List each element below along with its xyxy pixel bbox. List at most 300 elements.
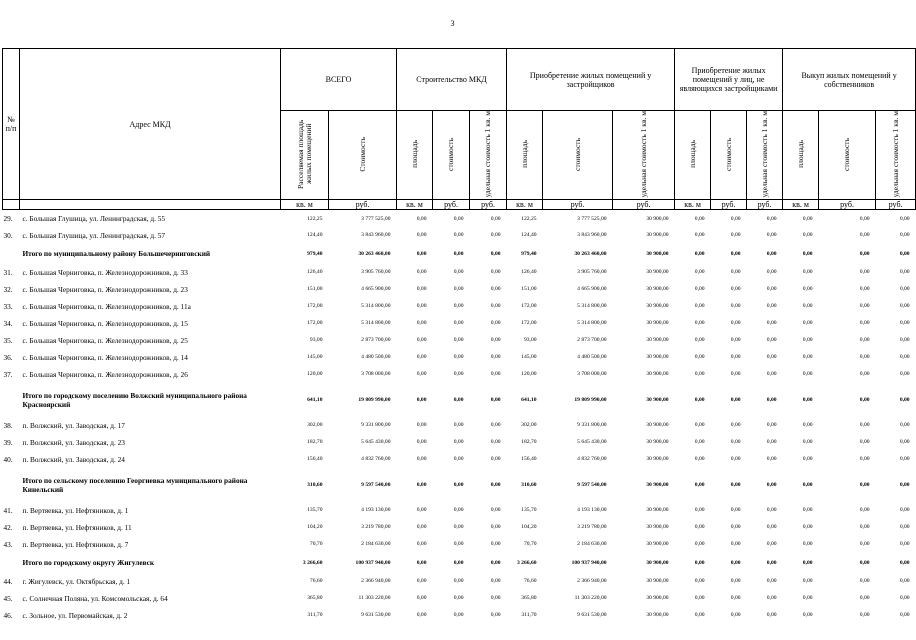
value-cell: 0,00 (453, 354, 464, 361)
subtotal-row (3, 244, 916, 264)
value-cell: 0,00 (490, 303, 501, 310)
value-cell: 30 900,00 (646, 320, 669, 327)
value-cell: 4 193 130,00 (361, 507, 391, 514)
table-row (3, 349, 916, 366)
subtotal-label: Итого по городскому округу Жигулевск (22, 558, 155, 568)
value-cell: 0,00 (859, 507, 870, 514)
value-cell: 0,00 (453, 320, 464, 327)
value-cell: 0,00 (730, 337, 741, 344)
value-cell: 5 645 430,00 (361, 439, 391, 446)
value-cell: 0,00 (416, 303, 427, 310)
value-cell: 30 900,00 (646, 371, 669, 378)
value-cell: 0,00 (730, 303, 741, 310)
value-cell: 30 263 460,00 (574, 250, 607, 257)
value-cell: 135,70 (521, 507, 537, 514)
value-cell: 0,00 (899, 320, 910, 327)
value-cell: 126,40 (521, 269, 537, 276)
value-cell: 0,00 (416, 541, 427, 548)
value-cell: 5 314 800,00 (361, 320, 391, 327)
value-cell: 0,00 (766, 286, 777, 293)
value-cell: 0,00 (490, 320, 501, 327)
address: п. Волжский, ул. Заводская, д. 17 (22, 420, 125, 430)
value-cell: 0,00 (802, 559, 813, 566)
unit-spacer (3, 200, 20, 210)
value-cell: 3 777 525,00 (577, 215, 607, 222)
header-group-construction: Строительство МКД (397, 49, 507, 111)
value-cell: 0,00 (802, 320, 813, 327)
unit-cell: кв. м (281, 200, 329, 210)
value-cell: 76,60 (523, 578, 537, 585)
header-subcolumn (783, 111, 819, 200)
value-cell: 0,00 (802, 354, 813, 361)
value-cell: 0,00 (802, 250, 813, 257)
row-number: 38. (3, 420, 13, 430)
value-cell: 0,00 (899, 541, 910, 548)
value-cell: 3 708 000,00 (577, 371, 607, 378)
value-cell: 0,00 (416, 320, 427, 327)
value-cell: 979,40 (307, 250, 323, 257)
value-cell: 3 905 760,00 (577, 269, 607, 276)
header-number: № п/п (3, 49, 20, 200)
value-cell: 0,00 (766, 269, 777, 276)
value-cell: 0,00 (453, 439, 464, 446)
value-cell: 0,00 (416, 524, 427, 531)
value-cell: 0,00 (490, 371, 501, 378)
header-units (3, 200, 916, 210)
value-cell: 0,00 (694, 456, 705, 463)
header-subcolumn-label: площадь (519, 140, 529, 169)
value-cell: 100 937 940,00 (571, 559, 607, 566)
header-subcolumn (543, 111, 613, 200)
header-subcolumn (397, 111, 433, 200)
value-cell: 0,00 (899, 481, 910, 488)
header-subcolumn (747, 111, 783, 200)
value-cell: 0,00 (730, 422, 741, 429)
value-cell: 0,00 (766, 524, 777, 531)
value-cell: 19 809 990,00 (358, 396, 391, 403)
value-cell: 30 900,00 (646, 578, 669, 585)
address: г. Жигулевск, ул. Октябрьская, д. 1 (22, 576, 131, 586)
value-cell: 5 645 430,00 (577, 439, 607, 446)
value-cell: 0,00 (802, 612, 813, 619)
value-cell: 0,00 (490, 286, 501, 293)
value-cell: 0,00 (859, 578, 870, 585)
value-cell: 0,00 (802, 371, 813, 378)
value-cell: 3 905 760,00 (361, 269, 391, 276)
value-cell: 0,00 (859, 354, 870, 361)
value-cell: 9 331 800,00 (577, 422, 607, 429)
value-cell: 135,70 (307, 507, 323, 514)
value-cell: 0,00 (490, 612, 501, 619)
value-cell: 0,00 (694, 215, 705, 222)
value-cell: 0,00 (899, 422, 910, 429)
row-number (3, 244, 20, 264)
value-cell: 0,00 (490, 396, 501, 403)
value-cell: 0,00 (416, 422, 427, 429)
address: с. Большая Черниговка, п. Железнодорожников, д. 15 (22, 318, 188, 328)
value-cell: 0,00 (859, 396, 870, 403)
value-cell: 0,00 (730, 439, 741, 446)
value-cell: 0,00 (694, 286, 705, 293)
table-row (3, 298, 916, 315)
value-cell: 172,00 (307, 320, 323, 327)
header-subcolumn-label: стоимость (842, 137, 852, 171)
value-cell: 0,00 (730, 612, 741, 619)
value-cell: 124,40 (307, 232, 323, 239)
value-cell: 0,00 (730, 215, 741, 222)
value-cell: 126,40 (307, 269, 323, 276)
value-cell: 0,00 (453, 396, 464, 403)
subtotal-label: Итого по сельскому поселению Георгиевка муниципального района Кинельский (22, 475, 248, 494)
value-cell: 0,00 (859, 337, 870, 344)
value-cell: 0,00 (490, 269, 501, 276)
value-cell: 0,00 (694, 507, 705, 514)
value-cell: 2 366 940,00 (577, 578, 607, 585)
value-cell: 0,00 (802, 215, 813, 222)
value-cell: 0,00 (694, 396, 705, 403)
table-row (3, 502, 916, 519)
value-cell: 100 937 940,00 (355, 559, 391, 566)
value-cell: 0,00 (766, 215, 777, 222)
address: п. Вертяевка, ул. Нефтяников, д. 7 (22, 539, 129, 549)
value-cell: 0,00 (490, 250, 501, 257)
table-row (3, 417, 916, 434)
value-cell: 365,80 (307, 595, 323, 602)
value-cell: 30 900,00 (646, 524, 669, 531)
value-cell: 2 184 630,00 (361, 541, 391, 548)
value-cell: 0,00 (730, 371, 741, 378)
value-cell: 0,00 (802, 595, 813, 602)
value-cell: 0,00 (802, 439, 813, 446)
value-cell: 30 900,00 (646, 269, 669, 276)
value-cell: 0,00 (730, 250, 741, 257)
value-cell: 0,00 (899, 595, 910, 602)
address: п. Вертяевка, ул. Нефтяников, д. 11 (22, 522, 132, 532)
value-cell: 0,00 (416, 337, 427, 344)
address: с. Большая Глушица, ул. Ленинградская, д. 55 (22, 214, 166, 224)
value-cell: 0,00 (730, 320, 741, 327)
value-cell: 3 266,60 (516, 559, 537, 566)
value-cell: 0,00 (802, 286, 813, 293)
table-row (3, 451, 916, 468)
value-cell: 0,00 (766, 481, 777, 488)
header-subcolumn-label: площадь (687, 140, 697, 169)
row-number (3, 553, 20, 573)
value-cell: 0,00 (766, 578, 777, 585)
value-cell: 0,00 (730, 578, 741, 585)
value-cell: 0,00 (694, 354, 705, 361)
value-cell: 0,00 (899, 396, 910, 403)
value-cell: 30 263 460,00 (358, 250, 391, 257)
value-cell: 30 900,00 (646, 337, 669, 344)
row-number: 43. (3, 539, 13, 549)
value-cell: 9 597 540,00 (577, 481, 607, 488)
value-cell: 9 597 540,00 (361, 481, 391, 488)
table-row (3, 519, 916, 536)
value-cell: 0,00 (859, 595, 870, 602)
value-cell: 172,00 (521, 303, 537, 310)
value-cell: 0,00 (730, 559, 741, 566)
value-cell: 145,00 (307, 354, 323, 361)
value-cell: 0,00 (859, 250, 870, 257)
value-cell: 0,00 (766, 320, 777, 327)
address: с. Большая Черниговка, п. Железнодорожников, д. 14 (22, 352, 188, 362)
table-row (3, 366, 916, 383)
value-cell: 0,00 (859, 439, 870, 446)
value-cell: 0,00 (453, 250, 464, 257)
value-cell: 0,00 (766, 439, 777, 446)
row-number: 46. (3, 610, 13, 620)
value-cell: 4 193 130,00 (577, 507, 607, 514)
value-cell: 0,00 (802, 303, 813, 310)
value-cell: 30 900,00 (646, 354, 669, 361)
value-cell: 30 900,00 (646, 303, 669, 310)
row-number: 34. (3, 318, 13, 328)
value-cell: 0,00 (416, 396, 427, 403)
value-cell: 0,00 (490, 578, 501, 585)
value-cell: 0,00 (490, 541, 501, 548)
value-cell: 0,00 (766, 396, 777, 403)
value-cell: 4 665 900,00 (577, 286, 607, 293)
value-cell: 641,10 (521, 396, 537, 403)
value-cell: 0,00 (416, 250, 427, 257)
value-cell: 0,00 (453, 595, 464, 602)
value-cell: 0,00 (802, 456, 813, 463)
value-cell: 0,00 (802, 524, 813, 531)
address: с. Большая Черниговка, п. Железнодорожников, д. 23 (22, 284, 188, 294)
header-subcolumn-label: стоимость (572, 137, 582, 171)
table-header (3, 49, 916, 210)
value-cell: 0,00 (802, 232, 813, 239)
value-cell: 0,00 (694, 595, 705, 602)
value-cell: 0,00 (416, 456, 427, 463)
header-subcolumn (281, 111, 329, 200)
value-cell: 0,00 (730, 286, 741, 293)
value-cell: 19 809 990,00 (574, 396, 607, 403)
value-cell: 0,00 (490, 481, 501, 488)
value-cell: 0,00 (766, 337, 777, 344)
unit-cell: руб. (433, 200, 470, 210)
row-number: 36. (3, 352, 13, 362)
value-cell: 0,00 (694, 269, 705, 276)
value-cell: 0,00 (859, 232, 870, 239)
value-cell: 0,00 (453, 507, 464, 514)
address: с. Большая Черниговка, п. Железнодорожников, д. 11а (22, 301, 191, 311)
value-cell: 30 900,00 (646, 456, 669, 463)
value-cell: 0,00 (694, 541, 705, 548)
value-cell: 0,00 (899, 250, 910, 257)
value-cell: 76,60 (309, 578, 323, 585)
header-subcolumn (675, 111, 711, 200)
value-cell: 5 314 800,00 (577, 303, 607, 310)
address: п. Волжский, ул. Заводская, д. 23 (22, 437, 125, 447)
value-cell: 0,00 (899, 303, 910, 310)
value-cell: 145,00 (521, 354, 537, 361)
value-cell: 3 266,60 (302, 559, 323, 566)
address: с. Большая Черниговка, п. Железнодорожников, д. 33 (22, 267, 188, 277)
value-cell: 182,70 (521, 439, 537, 446)
table-row (3, 573, 916, 590)
value-cell: 0,00 (416, 507, 427, 514)
value-cell: 0,00 (859, 320, 870, 327)
value-cell: 0,00 (453, 371, 464, 378)
row-number: 42. (3, 522, 13, 532)
unit-cell: руб. (543, 200, 613, 210)
value-cell: 0,00 (859, 481, 870, 488)
value-cell: 365,80 (521, 595, 537, 602)
value-cell: 5 314 800,00 (577, 320, 607, 327)
value-cell: 0,00 (766, 541, 777, 548)
value-cell: 0,00 (730, 541, 741, 548)
table-row (3, 210, 916, 227)
table-row (3, 434, 916, 451)
value-cell: 0,00 (859, 541, 870, 548)
value-cell: 30 900,00 (646, 215, 669, 222)
value-cell: 3 219 780,00 (361, 524, 391, 531)
value-cell: 0,00 (859, 215, 870, 222)
header-subcolumn (711, 111, 747, 200)
value-cell: 0,00 (453, 456, 464, 463)
value-cell: 0,00 (490, 422, 501, 429)
table-body (3, 210, 916, 624)
value-cell: 0,00 (694, 578, 705, 585)
header-address: Адрес МКД (20, 49, 281, 200)
value-cell: 0,00 (899, 507, 910, 514)
header-subcolumn (507, 111, 543, 200)
value-cell: 0,00 (453, 422, 464, 429)
header-subcolumn-label: стоимость (446, 137, 456, 171)
value-cell: 302,00 (521, 422, 537, 429)
value-cell: 30 900,00 (646, 507, 669, 514)
unit-cell: руб. (711, 200, 747, 210)
value-cell: 0,00 (802, 269, 813, 276)
value-cell: 0,00 (490, 559, 501, 566)
value-cell: 4 665 900,00 (361, 286, 391, 293)
value-cell: 0,00 (453, 541, 464, 548)
header-group-total: ВСЕГО (281, 49, 397, 111)
value-cell: 172,00 (521, 320, 537, 327)
subtotal-row (3, 553, 916, 573)
value-cell: 0,00 (490, 524, 501, 531)
unit-cell: руб. (613, 200, 675, 210)
value-cell: 2 184 630,00 (577, 541, 607, 548)
value-cell: 0,00 (453, 612, 464, 619)
unit-cell: руб. (329, 200, 397, 210)
value-cell: 0,00 (453, 578, 464, 585)
value-cell: 0,00 (802, 507, 813, 514)
row-number: 33. (3, 301, 13, 311)
value-cell: 0,00 (899, 337, 910, 344)
address: с. Большая Черниговка, п. Железнодорожников, д. 25 (22, 335, 188, 345)
header-subcolumn-label: площадь (795, 140, 805, 169)
value-cell: 172,00 (307, 303, 323, 310)
value-cell: 311,70 (521, 612, 537, 619)
value-cell: 0,00 (490, 439, 501, 446)
value-cell: 0,00 (899, 232, 910, 239)
header-subcolumn-label: Расселяемая площадь жилых помещений (295, 119, 313, 189)
value-cell: 0,00 (899, 578, 910, 585)
unit-cell: руб. (819, 200, 876, 210)
subtotal-label: Итого по муниципальному району Большечерниговский (22, 249, 211, 259)
value-cell: 0,00 (766, 595, 777, 602)
value-cell: 104,20 (521, 524, 537, 531)
value-cell: 0,00 (416, 481, 427, 488)
value-cell: 0,00 (694, 303, 705, 310)
value-cell: 30 900,00 (646, 232, 669, 239)
header-subcolumn (470, 111, 507, 200)
value-cell: 0,00 (766, 507, 777, 514)
header-subcolumn-label: удельная стоимость 1 кв. м (890, 111, 900, 198)
value-cell: 3 708 000,00 (361, 371, 391, 378)
value-cell: 0,00 (802, 337, 813, 344)
value-cell: 2 873 700,00 (577, 337, 607, 344)
row-number: 31. (3, 267, 13, 277)
page-number: 3 (450, 19, 455, 28)
value-cell: 0,00 (694, 337, 705, 344)
value-cell: 0,00 (490, 337, 501, 344)
value-cell: 0,00 (694, 232, 705, 239)
value-cell: 0,00 (453, 269, 464, 276)
value-cell: 4 480 500,00 (361, 354, 391, 361)
value-cell: 0,00 (766, 422, 777, 429)
value-cell: 0,00 (766, 303, 777, 310)
value-cell: 30 900,00 (646, 422, 669, 429)
header-subcolumn (613, 111, 675, 200)
address: с. Зольное, ул. Первомайская, д. 2 (22, 610, 128, 620)
value-cell: 0,00 (730, 354, 741, 361)
value-cell: 0,00 (859, 559, 870, 566)
value-cell: 0,00 (453, 337, 464, 344)
value-cell: 0,00 (730, 396, 741, 403)
value-cell: 0,00 (802, 541, 813, 548)
value-cell: 156,40 (521, 456, 537, 463)
subtotal-label: Итого по городскому поселению Волжский муниципального района Красноярский (22, 390, 247, 409)
value-cell: 0,00 (416, 286, 427, 293)
table-row (3, 227, 916, 244)
value-cell: 0,00 (416, 439, 427, 446)
row-number: 32. (3, 284, 13, 294)
value-cell: 0,00 (802, 578, 813, 585)
header-subcolumn-label: площадь (409, 140, 419, 169)
value-cell: 0,00 (730, 269, 741, 276)
value-cell: 0,00 (899, 612, 910, 619)
value-cell: 0,00 (453, 286, 464, 293)
address: с. Солнечная Поляна, ул. Комсомольская, д. 64 (22, 593, 168, 603)
value-cell: 11 303 220,00 (574, 595, 607, 602)
value-cell: 0,00 (694, 612, 705, 619)
header-subcolumn (819, 111, 876, 200)
header-subcolumn-label: Стоимость (357, 136, 367, 172)
value-cell: 979,40 (521, 250, 537, 257)
table-row (3, 332, 916, 349)
value-cell: 0,00 (859, 286, 870, 293)
row-number: 37. (3, 369, 13, 379)
value-cell: 4 832 760,00 (361, 456, 391, 463)
unit-spacer (20, 200, 281, 210)
value-cell: 0,00 (802, 422, 813, 429)
value-cell: 0,00 (859, 422, 870, 429)
value-cell: 0,00 (453, 559, 464, 566)
value-cell: 120,00 (307, 371, 323, 378)
value-cell: 9 331 800,00 (361, 422, 391, 429)
unit-cell: кв. м (507, 200, 543, 210)
value-cell: 0,00 (416, 232, 427, 239)
value-cell: 0,00 (766, 250, 777, 257)
table-row (3, 281, 916, 298)
value-cell: 124,40 (521, 232, 537, 239)
value-cell: 0,00 (416, 269, 427, 276)
value-cell: 0,00 (802, 396, 813, 403)
